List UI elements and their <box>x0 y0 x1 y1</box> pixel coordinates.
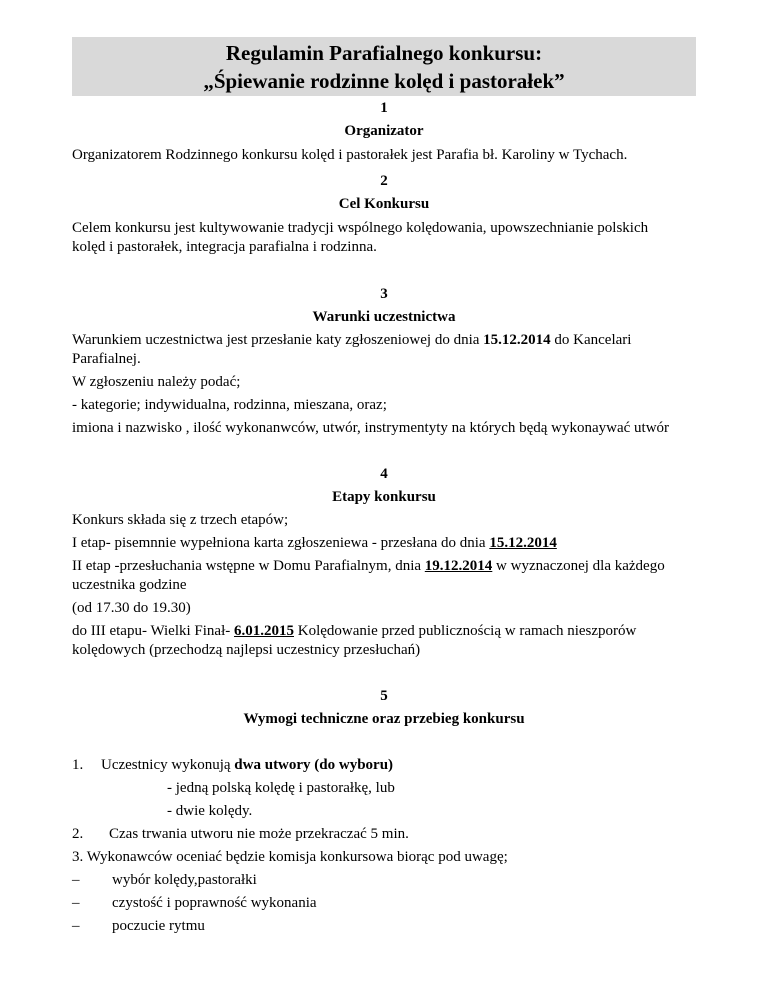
section-4-stage-3 <box>72 621 696 641</box>
list-item-1-option-2: - dwie kolędy. <box>167 803 253 819</box>
dash-bullet: – <box>72 918 80 934</box>
criterion-2: czystość i poprawność wykonania <box>112 895 317 911</box>
section-1-number: 1 <box>380 100 388 116</box>
list-item-1 <box>101 755 393 775</box>
section-2-number: 2 <box>380 173 388 189</box>
stage-3-date: 6.01.2015 <box>234 623 294 639</box>
section-3-paragraph-2: W zgłoszeniu należy podać; <box>72 374 241 390</box>
section-4-stage-3-line-2: kolędowych (przechodzą najlepsi uczestnicy przesłuchań) <box>72 642 421 658</box>
section-5-heading: Wymogi techniczne oraz przebieg konkursu <box>243 711 525 727</box>
list-item-1-bold: dwa utwory (do wyboru) <box>234 757 394 773</box>
stage-3-text-a: do III etapu- Wielki Finał- <box>72 623 234 639</box>
list-item-1-number: 1. <box>72 757 84 773</box>
stage-2-date: 19.12.2014 <box>424 558 493 574</box>
section-3-paragraph-4: imiona i nazwisko , ilość wykonanwców, utwór, instrymentyty na których będą wykonaywać utwór <box>72 420 670 436</box>
section-2-text-line-2: kolęd i pastorałek, integracja parafialna i rodzinna. <box>72 239 377 255</box>
stage-2-text-b: w wyznaczonej dla każdego <box>492 558 665 574</box>
title-line-1: Regulamin Parafialnego konkursu: <box>225 41 543 65</box>
section-3-heading: Warunki uczestnictwa <box>312 309 456 325</box>
criterion-1: wybór kolędy,pastorałki <box>112 872 257 888</box>
section-3-deadline-date: 15.12.2014 <box>483 332 551 348</box>
section-4-hours: (od 17.30 do 19.30) <box>72 600 191 616</box>
stage-1-date: 15.12.2014 <box>489 535 557 551</box>
section-5-number: 5 <box>380 688 388 704</box>
title-box <box>72 37 696 96</box>
list-item-2: Czas trwania utworu nie może przekraczać 5 min. <box>109 826 409 842</box>
section-4-number: 4 <box>380 466 388 482</box>
stage-3-text-b: Kolędowanie przed publicznością w ramach nieszporów <box>294 623 637 639</box>
section-1-text: Organizatorem Rodzinnego konkursu kolęd i pastorałek jest Parafia bł. Karoliny w Tychach. <box>72 147 628 163</box>
section-2-heading: Cel Konkursu <box>338 196 430 212</box>
section-4-heading: Etapy konkursu <box>332 489 436 505</box>
section-4-stage-2 <box>72 556 696 576</box>
section-1-heading: Organizator <box>344 123 424 139</box>
list-item-1-text: Uczestnicy wykonują <box>101 757 235 773</box>
list-item-2-number: 2. <box>72 826 84 842</box>
section-3-paragraph-1-line-2: Parafialnej. <box>72 351 141 367</box>
section-3-p1-text-a: Warunkiem uczestnictwa jest przesłanie katy zgłoszeniowej do dnia <box>72 332 484 348</box>
section-4-stage-2-line-2: uczestnika godzine <box>72 577 187 593</box>
stage-1-text: I etap- pisemnnie wypełniona karta zgłoszeniewa - przesłana do dnia <box>72 535 490 551</box>
criterion-3: poczucie rytmu <box>112 918 205 934</box>
dash-bullet: – <box>72 872 80 888</box>
section-3-paragraph-3: - kategorie; indywidualna, rodzinna, mieszana, oraz; <box>72 397 387 413</box>
dash-bullet: – <box>72 895 80 911</box>
section-3-p1-text-b: do Kancelari <box>550 332 632 348</box>
stage-2-text-a: II etap -przesłuchania wstępne w Domu Parafialnym, dnia <box>72 558 425 574</box>
section-3-paragraph-1 <box>72 330 696 350</box>
list-item-1-option-1: - jedną polską kolędę i pastorałkę, lub <box>167 780 395 796</box>
section-4-paragraph-1: Konkurs składa się z trzech etapów; <box>72 512 289 528</box>
list-item-3: 3. Wykonawców oceniać będzie komisja konkursowa biorąc pod uwagę; <box>72 849 508 865</box>
section-2-text-line-1: Celem konkursu jest kultywowanie tradycji wspólnego kolędowania, upowszechnianie polskich <box>72 220 649 236</box>
title-line-2: „Śpiewanie rodzinne kolęd i pastorałek” <box>203 69 565 93</box>
section-4-stage-1 <box>72 533 696 553</box>
section-3-number: 3 <box>380 286 388 302</box>
